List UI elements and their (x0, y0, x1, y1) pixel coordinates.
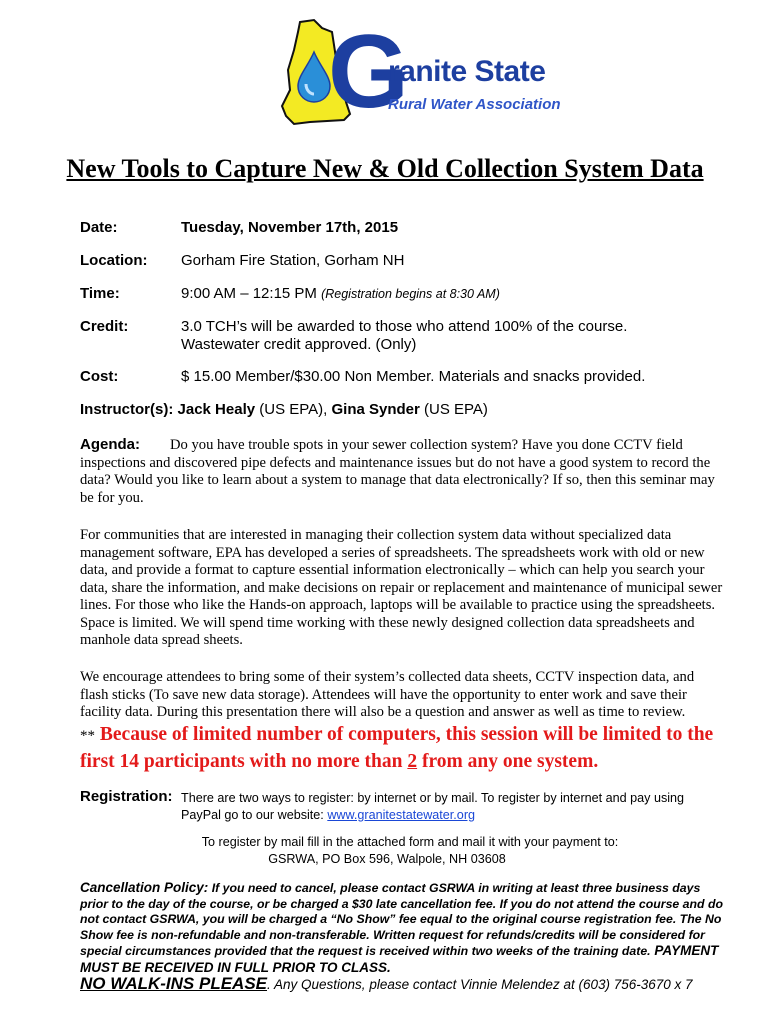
time-note: (Registration begins at 8:30 AM) (321, 287, 500, 301)
agenda-paragraph (80, 436, 725, 507)
cancellation-label: Cancellation Policy: (80, 880, 209, 895)
time-value-group (181, 285, 741, 303)
association-logo (270, 14, 561, 130)
credit-value (181, 318, 741, 354)
logo-letter-g: G (328, 14, 409, 130)
registration-label: Registration: (80, 788, 173, 805)
location-value: Gorham Fire Station, Gorham NH (181, 252, 405, 269)
mail-line-1: To register by mail fill in the attached form and mail it with your payment to: (201, 835, 619, 849)
credit-label: Credit: (80, 318, 129, 335)
logo-subtitle: Rural Water Association (388, 96, 561, 113)
instructor-2-org: (US EPA) (419, 401, 488, 418)
notice-text-2: from any one system. (417, 751, 599, 772)
registration-line-1: There are two ways to register: by internet or by mail. To register by internet and pay using (181, 791, 685, 805)
date-label: Date: (80, 219, 118, 236)
instructors-row (80, 401, 740, 419)
page-title: New Tools to Capture New & Old Collection System Data (66, 154, 704, 183)
instructor-1-name: Jack Healy (177, 401, 256, 418)
notice-prefix: ** (80, 728, 95, 744)
time-value: 9:00 AM – 12:15 PM (181, 285, 317, 302)
logo-name: ranite State (388, 55, 546, 88)
no-walkins-notice: NO WALK-INS PLEASE (80, 974, 268, 993)
date-value: Tuesday, November 17th, 2015 (181, 219, 399, 236)
notice-text-1: Because of limited number of computers, this session will be limited to the first 14 participants with no more than (80, 724, 714, 772)
agenda-text: Do you have trouble spots in your sewer collection system? Have you done CCTV field inspections and discovered pipe defects and maintenance issues but do not have a good system to record the data? Would you like to learn about a system to manage that data electronically? If so, then this seminar may be for you. (80, 437, 715, 506)
registration-line-2 (181, 807, 741, 824)
time-label: Time: (80, 285, 120, 302)
website-link[interactable]: www.granitestatewater.org (327, 807, 476, 822)
cost-value: $ 15.00 Member/$30.00 Non Member. Materials and snacks provided. (181, 368, 646, 385)
registration-body (181, 790, 741, 823)
cancellation-policy (80, 880, 730, 976)
credit-line-1: 3.0 TCH’s will be awarded to those who attend 100% of the course. (181, 318, 628, 335)
mail-instructions (80, 834, 740, 867)
footer-line (80, 974, 760, 994)
cancellation-text: If you need to cancel, please contact GSRWA in writing at least three business days prior to the day of the course, or be charged a $30 late cancellation fee. If you do not attend the course and do not contact GSRWA, you will be charged a “No Show” fee equal to the original course registration fee. The No Show fee is non-refundable and non-transferable. Written request for refunds/credits will be considered for special circumstances provided that the request is received within two weeks of the training date. (80, 881, 723, 958)
contact-info: . Any Questions, please contact Vinnie Melendez at (603) 756-3670 x 7 (267, 977, 693, 992)
instructor-1-org: (US EPA), (255, 401, 332, 418)
agenda-label: Agenda: (80, 436, 140, 453)
location-label: Location: (80, 252, 148, 269)
mail-address: GSRWA, PO Box 596, Walpole, NH 03608 (268, 851, 506, 866)
payment-emphasis: PAYMENT MUST BE RECEIVED IN FULL PRIOR TO CLASS. (80, 943, 719, 975)
notice-number: 2 (407, 751, 418, 772)
cost-label: Cost: (80, 368, 119, 385)
description-paragraph: For communities that are interested in managing their collection system data without specialized data management software, EPA has developed a series of spreadsheets. The spreadsheets work with old or new data, and provide a format to capture essential information electronically – which can help you search your data, share the information, and make decisions on repair or replacement and maintenance of municipal sewer lines. For those who like the Hands-on approach, laptops will be available to practice using the spreadsheets. Space is limited. We will spend time working with these newly designed collection data spreadsheets and manhole data spread sheets. (80, 527, 723, 648)
instructors-label: Instructor(s): (80, 401, 174, 418)
registration-line-2-text: PayPal go to our website: (181, 807, 328, 822)
credit-line-2: Wastewater credit approved. (Only) (181, 336, 417, 353)
encourage-paragraph: We encourage attendees to bring some of their system’s collected data sheets, CCTV inspection data, and flash sticks (To save new data storage). Attendees will have the opportunity to enter work and save their facility data. During this presentation there will also be a question and answer as well as time to review. (80, 669, 695, 720)
limited-seats-notice (80, 722, 740, 775)
instructor-2-name: Gina Synder (331, 401, 420, 418)
